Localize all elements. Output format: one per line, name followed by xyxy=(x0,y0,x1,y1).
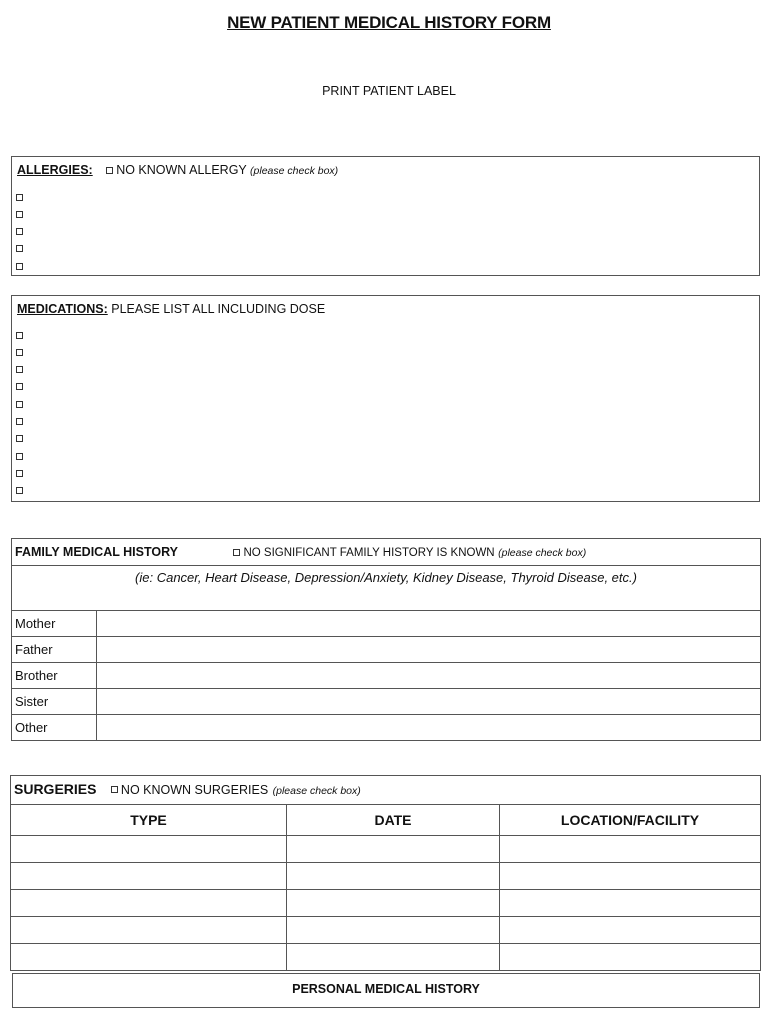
allergy-entry-checkbox[interactable] xyxy=(16,206,26,223)
allergies-section xyxy=(11,156,760,276)
family-history-row xyxy=(12,611,761,637)
surgery-type-field[interactable] xyxy=(11,944,287,971)
relation-label: Brother xyxy=(12,663,97,689)
medications-instruction: PLEASE LIST ALL INCLUDING DOSE xyxy=(111,302,326,316)
medication-entry-checkbox[interactable] xyxy=(16,379,26,396)
medications-section xyxy=(11,295,760,502)
surgery-type-field[interactable] xyxy=(11,917,287,944)
no-known-allergy-checkbox[interactable] xyxy=(106,163,116,177)
surgery-date-field[interactable] xyxy=(287,944,500,971)
family-history-section xyxy=(11,538,761,741)
surgery-date-field[interactable] xyxy=(287,863,500,890)
family-history-hint: (please check box) xyxy=(498,547,587,559)
relation-label: Mother xyxy=(12,611,97,637)
relation-label: Father xyxy=(12,637,97,663)
personal-history-section xyxy=(12,973,760,1008)
no-known-surgeries-label: NO KNOWN SURGERIES xyxy=(120,783,269,797)
medication-entry-checkbox[interactable] xyxy=(16,327,26,344)
col-date: DATE xyxy=(287,805,500,836)
surgery-location-field[interactable] xyxy=(500,944,761,971)
medication-entry-checkbox[interactable] xyxy=(16,344,26,361)
surgery-location-field[interactable] xyxy=(500,890,761,917)
surgery-row xyxy=(11,863,761,890)
family-history-examples: (ie: Cancer, Heart Disease, Depression/Anxiety, Kidney Disease, Thyroid Disease, etc.) xyxy=(12,566,761,611)
no-known-surgeries-checkbox[interactable] xyxy=(111,781,121,798)
medication-entry-checkbox[interactable] xyxy=(16,448,26,465)
surgery-type-field[interactable] xyxy=(11,863,287,890)
surgery-row xyxy=(11,944,761,971)
no-significant-history-label: NO SIGNIFICANT FAMILY HISTORY IS KNOWN xyxy=(243,547,495,559)
surgery-row xyxy=(11,836,761,863)
surgery-date-field[interactable] xyxy=(287,836,500,863)
family-history-heading: FAMILY MEDICAL HISTORY xyxy=(15,545,178,559)
relation-history-field[interactable] xyxy=(97,715,761,741)
col-type: TYPE xyxy=(11,805,287,836)
form-title: NEW PATIENT MEDICAL HISTORY FORM xyxy=(227,13,551,32)
allergy-entry-checkbox[interactable] xyxy=(16,224,26,241)
relation-history-field[interactable] xyxy=(97,637,761,663)
surgery-date-field[interactable] xyxy=(287,917,500,944)
family-history-row xyxy=(12,663,761,689)
allergy-entry-checkbox[interactable] xyxy=(16,241,26,258)
surgeries-section xyxy=(10,775,761,971)
allergy-list xyxy=(16,189,26,275)
allergies-heading: ALLERGIES: xyxy=(17,163,93,177)
family-history-row xyxy=(12,689,761,715)
no-known-allergy-label: NO KNOWN ALLERGY xyxy=(116,163,247,177)
medications-heading: MEDICATIONS: xyxy=(17,302,108,316)
surgery-row xyxy=(11,917,761,944)
relation-history-field[interactable] xyxy=(97,663,761,689)
relation-label: Sister xyxy=(12,689,97,715)
surgery-location-field[interactable] xyxy=(500,863,761,890)
surgeries-heading: SURGERIES xyxy=(14,781,97,797)
relation-label: Other xyxy=(12,715,97,741)
surgery-type-field[interactable] xyxy=(11,890,287,917)
allergy-entry-checkbox[interactable] xyxy=(16,258,26,275)
surgery-date-field[interactable] xyxy=(287,890,500,917)
family-history-row xyxy=(12,637,761,663)
medication-entry-checkbox[interactable] xyxy=(16,362,26,379)
medication-entry-checkbox[interactable] xyxy=(16,465,26,482)
patient-label-area: PRINT PATIENT LABEL xyxy=(322,84,456,98)
medication-entry-checkbox[interactable] xyxy=(16,396,26,413)
col-location: LOCATION/FACILITY xyxy=(500,805,761,836)
allergies-hint: (please check box) xyxy=(250,165,339,177)
allergy-entry-checkbox[interactable] xyxy=(16,189,26,206)
relation-history-field[interactable] xyxy=(97,611,761,637)
medication-list xyxy=(16,327,26,500)
family-history-row xyxy=(12,715,761,741)
relation-history-field[interactable] xyxy=(97,689,761,715)
surgery-row xyxy=(11,890,761,917)
surgery-location-field[interactable] xyxy=(500,836,761,863)
medication-entry-checkbox[interactable] xyxy=(16,431,26,448)
surgery-location-field[interactable] xyxy=(500,917,761,944)
surgeries-hint: (please check box) xyxy=(272,785,361,797)
surgery-type-field[interactable] xyxy=(11,836,287,863)
medication-entry-checkbox[interactable] xyxy=(16,413,26,430)
medication-entry-checkbox[interactable] xyxy=(16,483,26,500)
no-significant-history-checkbox[interactable] xyxy=(233,545,243,559)
personal-history-heading: PERSONAL MEDICAL HISTORY xyxy=(292,982,480,996)
